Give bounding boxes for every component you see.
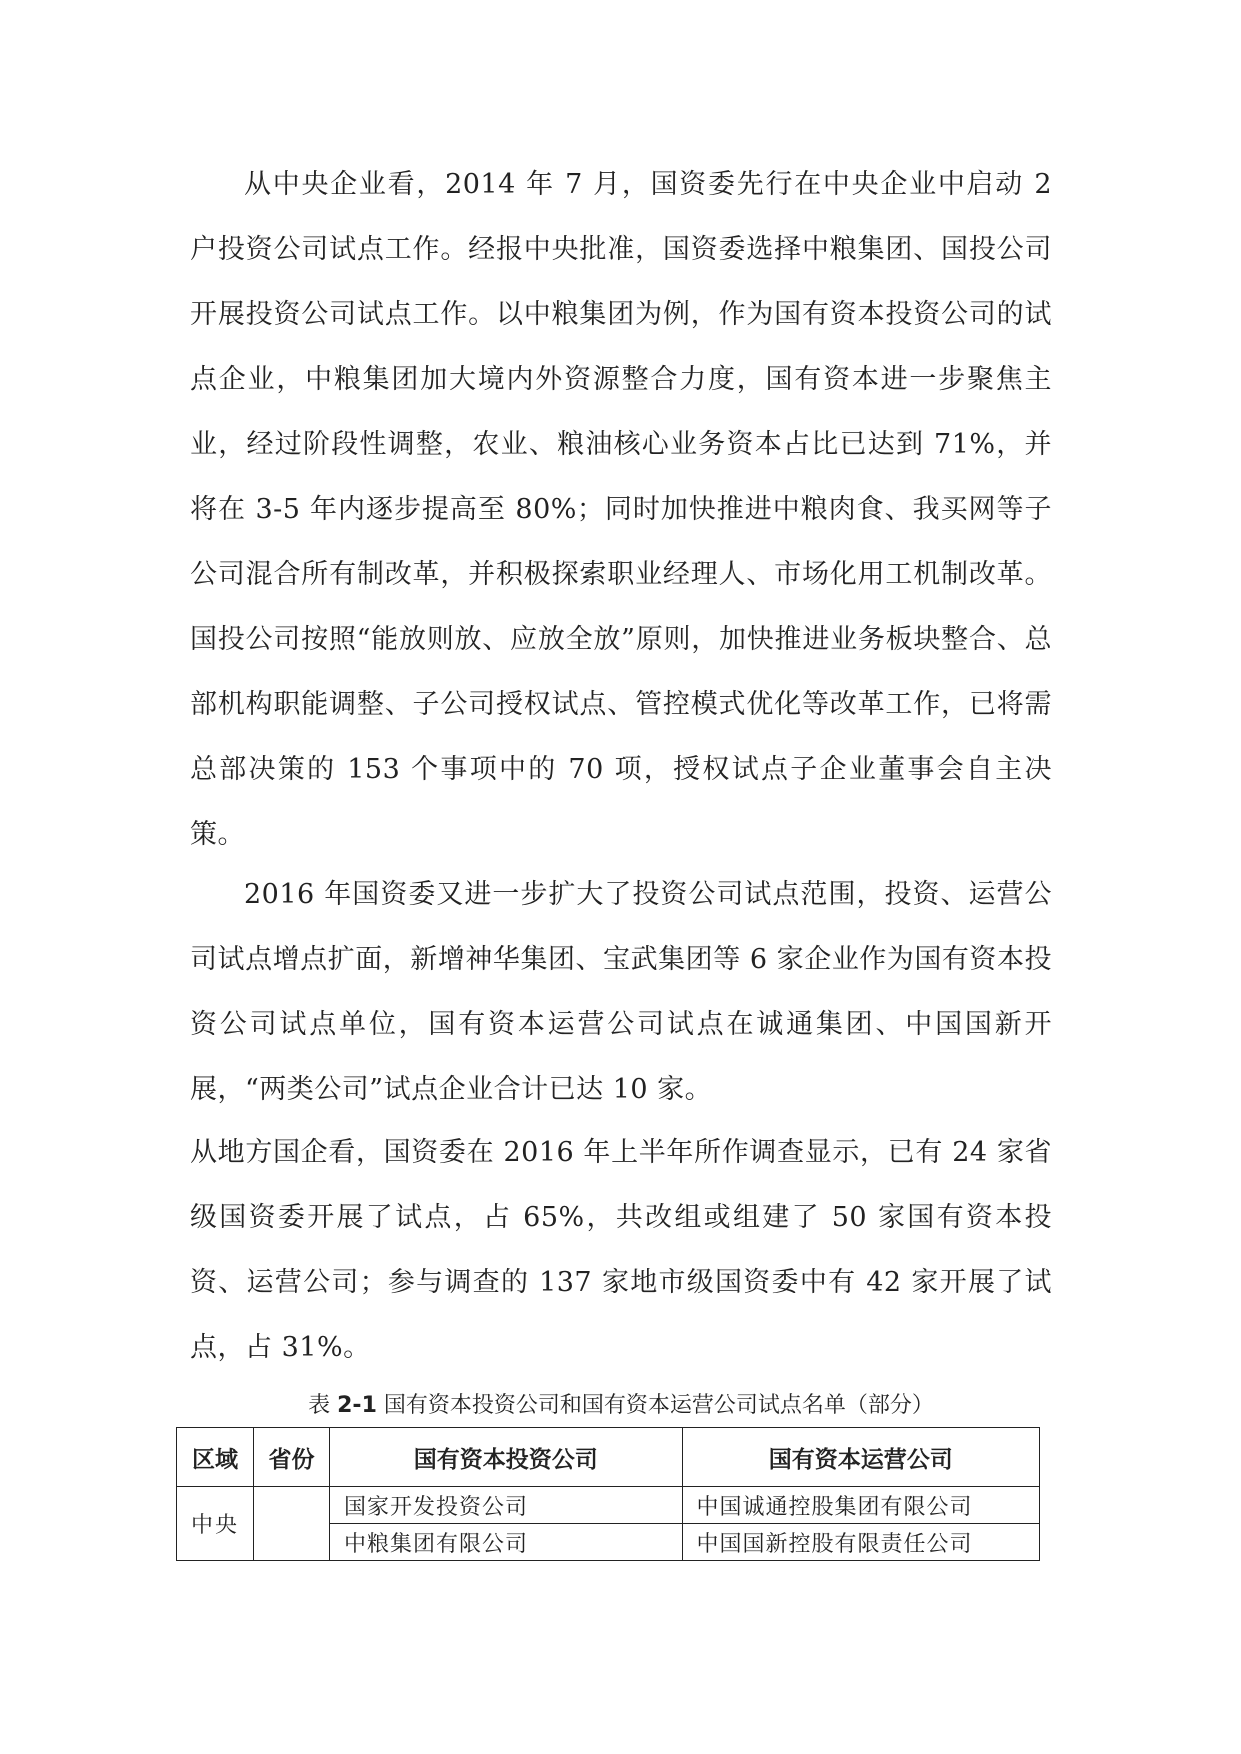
table-caption-text: 国有资本投资公司和国有资本运营公司试点名单（部分） [376, 1393, 934, 1418]
cell-region: 中央 [177, 1487, 254, 1561]
paragraph-2016-expansion: 2016 年国资委又进一步扩大了投资公司试点范围，投资、运营公司试点增点扩面，新增神华集团、宝武集团等 6 家企业作为国有资本投资公司试点单位，国有资本运营公司试点在诚通集团、中国国新开展，“两类公司”试点企业合计已达 10 家。 [190, 879, 1052, 1105]
table-header-row [177, 1428, 1040, 1487]
table-caption-prefix: 表 [308, 1393, 338, 1418]
cell-operation-company: 中国诚通控股集团有限公司 [682, 1487, 1039, 1524]
cell-province [254, 1487, 330, 1561]
cell-operation-company: 中国国新控股有限责任公司 [682, 1524, 1039, 1561]
header-operation-company: 国有资本运营公司 [682, 1428, 1039, 1487]
cell-investment-company: 国家开发投资公司 [330, 1487, 683, 1524]
header-province: 省份 [254, 1428, 330, 1487]
header-investment-company: 国有资本投资公司 [330, 1428, 683, 1487]
table-row [177, 1487, 1040, 1524]
pilot-list-table [176, 1427, 1040, 1561]
paragraph-local-enterprises: 从地方国企看，国资委在 2016 年上半年所作调查显示，已有 24 家省级国资委开展了试点，占 65%，共改组或组建了 50 家国有资本投资、运营公司；参与调查的 137 家地市级国资委中有 42 家开展了试点，占 31%。 [190, 1137, 1052, 1363]
paragraph-central-enterprises: 从中央企业看，2014 年 7 月，国资委先行在中央企业中启动 2 户投资公司试点工作。经报中央批准，国资委选择中粮集团、国投公司开展投资公司试点工作。以中粮集团为例，作为国有资本投资公司的试点企业，中粮集团加大境内外资源整合力度，国有资本进一步聚焦主业，经过阶段性调整，农业、粮油核心业务资本占比已达到 71%，并将在 3-5 年内逐步提高至 80%；同时加快推进中粮肉食、我买网等子公司混合所有制改革，并积极探索职业经理人、市场化用工机制改革。国投公司按照“能放则放、应放全放”原则，加快推进业务板块整合、总部机构职能调整、子公司授权试点、管控模式优化等改革工作，已将需总部决策的 153 个事项中的 70 项，授权试点子企业董事会自主决策。 [190, 169, 1052, 850]
table-caption [190, 1390, 1052, 1422]
cell-investment-company: 中粮集团有限公司 [330, 1524, 683, 1561]
table-caption-number: 2-1 [337, 1393, 377, 1418]
header-region: 区域 [177, 1428, 254, 1487]
